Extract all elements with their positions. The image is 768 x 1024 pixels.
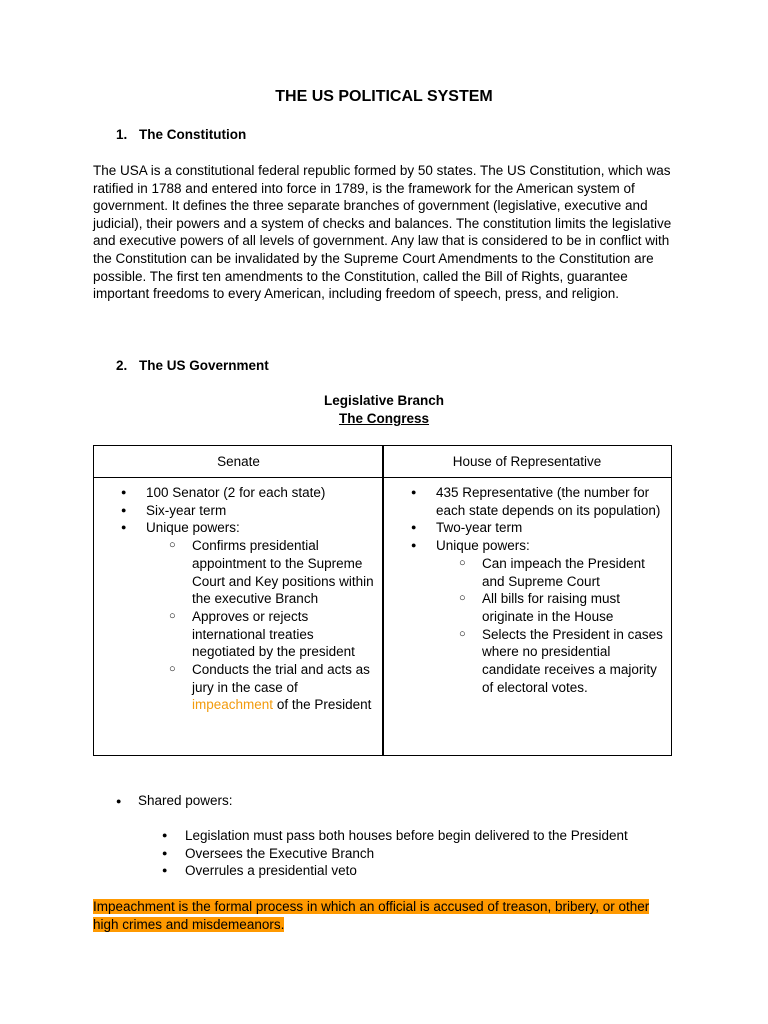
list-item: ● Overrules a presidential veto xyxy=(0,862,700,880)
sub-list-item: ○ Approves or rejects international treaties negotiated by the president xyxy=(94,608,382,661)
list-item: ● Oversees the Executive Branch xyxy=(0,845,700,863)
list-item: ● 100 Senator (2 for each state) xyxy=(94,484,382,502)
section-heading-government xyxy=(116,357,269,375)
sub-list-item: ○ Selects the President in cases where no presidential candidate receives a majority of electoral votes. xyxy=(384,626,672,697)
list-item: ● 435 Representative (the number for each state depends on its population) xyxy=(384,484,672,519)
sub-list-item: ○ All bills for raising must originate in the House xyxy=(384,590,672,625)
branch-subtitle: The Congress xyxy=(338,411,430,426)
list-item: ● Unique powers: xyxy=(94,519,382,537)
shared-powers-heading: ● Shared powers: xyxy=(138,792,233,810)
section-number: 1. xyxy=(116,127,128,142)
house-header: House of Representative xyxy=(383,446,671,478)
sub-list-item: ○ Confirms presidential appointment to the Supreme Court and Key positions within the executive Branch xyxy=(94,537,382,608)
power-text: of the President xyxy=(276,697,372,713)
senate-header: Senate xyxy=(94,446,383,478)
section-number: 2. xyxy=(116,358,128,373)
senate-column xyxy=(94,484,382,714)
list-item: ● Legislation must pass both houses before begin delivered to the President xyxy=(0,827,700,845)
section-heading-constitution xyxy=(116,126,246,144)
document-title: THE US POLITICAL SYSTEM xyxy=(275,88,493,105)
house-column xyxy=(384,484,672,696)
power-text: Conducts the trial and acts as jury in the case of xyxy=(192,662,370,695)
list-item: ● Two-year term xyxy=(384,519,672,537)
highlighted-text: Impeachment is the formal process in which an official is accused of treason, bribery, or other high crimes and misdemeanors. xyxy=(93,899,650,932)
impeachment-note xyxy=(93,898,663,933)
congress-table xyxy=(93,445,672,756)
sub-list-item: ○ Can impeach the President and Supreme Court xyxy=(384,555,672,590)
branch-title: Legislative Branch xyxy=(323,393,445,408)
list-item: ● Unique powers: xyxy=(384,537,672,555)
list-item: ● Six-year term xyxy=(94,502,382,520)
section-title: The US Government xyxy=(139,358,269,373)
branch-heading xyxy=(0,392,768,428)
sub-list-item xyxy=(94,661,382,714)
impeachment-link[interactable]: impeachment xyxy=(192,697,274,713)
constitution-paragraph: The USA is a constitutional federal republic formed by 50 states. The US Constitution, which was ratified in 1788 and entered into force in 1789, is the framework for the American system of government. It defines the three separate branches of government (legislative, executive and judicial), their powers and a system of checks and balances. The constitution limits the legislative and executive powers of all levels of government. Any law that is considered to be in conflict with the Constitution can be invalidated by the Supreme Court Amendments to the Constitution are possible. The first ten amendments to the Constitution, called the Bill of Rights, guarantee important freedoms to every American, including freedom of speech, press, and religion. xyxy=(93,163,672,302)
section-title: The Constitution xyxy=(139,127,247,142)
